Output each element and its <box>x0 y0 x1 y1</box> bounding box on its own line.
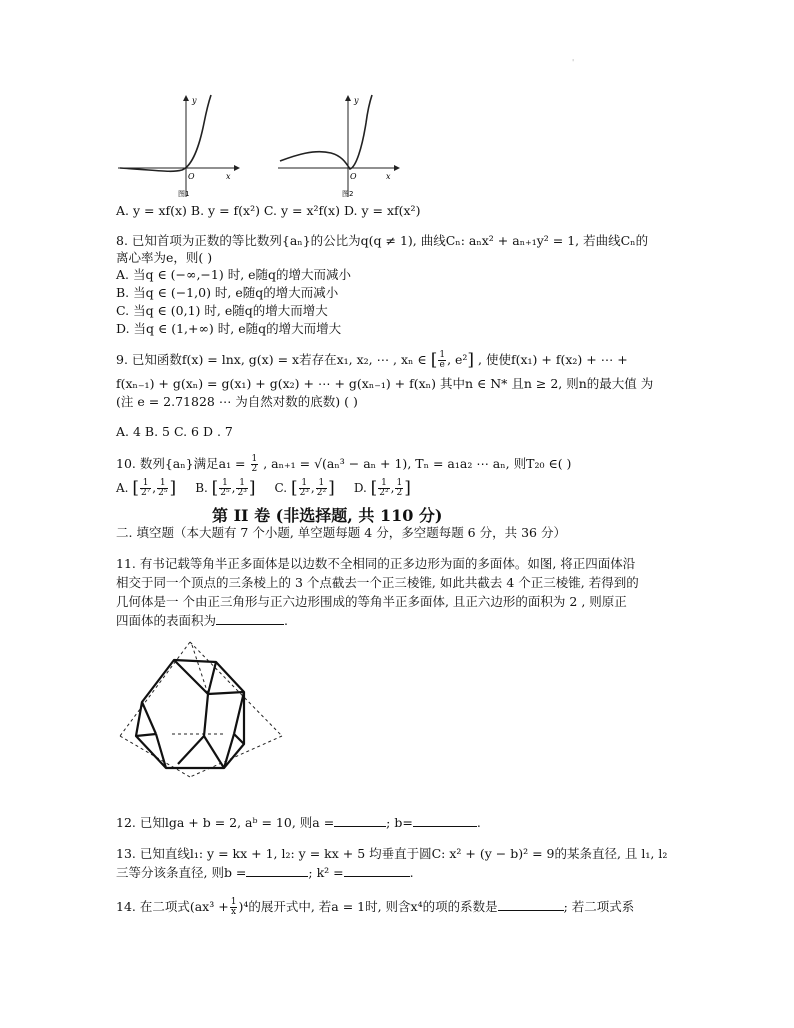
q10-option-c-label: C. <box>274 481 288 495</box>
q10-options: A. [ $\frac{1}{\text{2⁷}}$ , $\frac{1}{\text{2⁵}}$ ] B. [ $\frac{1}{\text{2⁵}}$ , $\frac{1}{\text{2³}}$ ] C. [ $\frac{1}{\text{2³}}$ , $\frac{1}{\text{2²}}$ ] D. [ $\frac{1}{\text{2²}}$ , $\frac{1}{2}$ ] <box>116 478 411 498</box>
bracket-right: ] <box>404 478 411 498</box>
bracket-left: [ <box>132 478 139 498</box>
fraction-numerator: 1 <box>140 479 151 489</box>
fraction-numerator: 1 <box>219 479 230 489</box>
q10-stem-end: , aₙ₊₁ = √(aₙ³ − aₙ + 1), Tₙ = a₁a₂ ⋯ aₙ, 则T₂₀ ∈( ) <box>263 456 572 471</box>
figure-2-caption: 图2 <box>342 190 354 198</box>
x-axis-label: x <box>226 172 231 181</box>
q10-b-low <box>219 479 230 498</box>
fraction-numerator: 1 <box>230 897 237 907</box>
bracket-left: [ <box>211 478 219 498</box>
bracket-right: ] <box>328 478 335 498</box>
q12-text-b: ; b= <box>386 815 413 830</box>
q13-line2 <box>116 864 414 881</box>
q10-b-high <box>236 479 247 498</box>
q14-text-a: 14. 在二项式(ax³ + <box>116 899 229 914</box>
q9-stem-line3: (注 e = 2.71828 ⋯ 为自然对数的底数) ( ) <box>116 394 358 409</box>
q10-stem-start: 10. 数列{aₙ}满足a₁ = <box>116 456 246 471</box>
q12-end: . <box>476 815 481 830</box>
bracket-left: [ <box>370 478 378 498</box>
q9-stem-line1 <box>116 351 628 370</box>
origin-label: O <box>188 172 195 181</box>
q13-text-b: ; k² = <box>308 865 344 880</box>
q10-c-high <box>316 479 327 498</box>
fraction-denominator: 2⁵ <box>220 488 230 498</box>
q12 <box>116 814 481 831</box>
y-axis-label: y <box>192 96 197 105</box>
q7-options: A. y = xf(x) B. y = f(x²) C. y = x²f(x) D. y = xf(x²) <box>116 203 421 218</box>
q11-line4-end: . <box>284 613 288 628</box>
bracket-left: [ <box>430 350 438 370</box>
q9-fraction <box>438 351 446 370</box>
part-2-title: 第 II 卷 (非选择题, 共 110 分) <box>212 506 443 525</box>
q11-line3: 几何体是一 个由正三角形与正六边形围成的等角半正多面体, 且正六边形的面积为 2 , 则原正 <box>116 594 627 609</box>
truncated-tetrahedron-figure <box>112 640 292 780</box>
q8-option-d: D. 当q ∈ (1,+∞) 时, e随q的增大而增大 <box>116 321 342 336</box>
q10-option-a-label: A. <box>116 481 129 495</box>
q8-option-c: C. 当q ∈ (0,1) 时, e随q的增大而增大 <box>116 303 328 318</box>
fraction-numerator: 1 <box>236 479 247 489</box>
fraction-denominator: 2 <box>251 464 258 474</box>
q9-stem-line2: f(xₙ₋₁) + g(xₙ) = g(x₁) + g(x₂) + ⋯ + g(xₙ₋₁) + f(xₙ) 其中n ∈ N* 且n ≥ 2, 则n的最大值 为 <box>116 376 654 391</box>
figure-1-graph <box>116 93 241 203</box>
fraction-numerator: 1 <box>157 479 168 489</box>
q9-options: A. 4 B. 5 C. 6 D . 7 <box>116 424 233 439</box>
q10-a-low <box>140 479 151 498</box>
fraction-denominator: 2⁵ <box>158 488 168 498</box>
bracket-right: ] <box>169 478 177 498</box>
section-2-heading: 二. 填空题（本大题有 7 个小题, 单空题每题 4 分，多空题每题 6 分，共 36 分） <box>116 525 566 540</box>
q10-a-high <box>157 479 168 498</box>
q8-stem-line1: 8. 已知首项为正数的等比数列{aₙ}的公比为q(q ≠ 1), 曲线Cₙ: aₙx² + aₙ₊₁y² = 1, 若曲线Cₙ的 <box>116 233 649 248</box>
fraction-numerator: 1 <box>251 454 258 464</box>
q14 <box>116 898 634 917</box>
q14-fraction <box>230 898 238 917</box>
q10-d-low <box>378 479 389 498</box>
fraction-numerator: 1 <box>299 479 310 489</box>
q12-answer-a-blank[interactable] <box>334 814 386 827</box>
q8-option-a: A. 当q ∈ (−∞,−1) 时, e随q的增大而减小 <box>116 267 352 282</box>
fraction-denominator: x <box>231 907 237 917</box>
q13-answer-b-blank[interactable] <box>246 864 308 877</box>
corner-mark: ' <box>572 58 575 67</box>
fraction-denominator: 2² <box>379 488 389 498</box>
q10-c-low <box>299 479 310 498</box>
q13-answer-k-blank[interactable] <box>344 864 410 877</box>
q10-half-fraction <box>251 455 259 474</box>
q12-text-a: 12. 已知lga + b = 2, aᵇ = 10, 则a = <box>116 815 335 830</box>
q11-line4 <box>116 612 288 629</box>
fraction-denominator: 2³ <box>237 488 247 498</box>
q13-line1: 13. 已知直线l₁: y = kx + 1, l₂: y = kx + 5 均垂直于圆C: x² + (y − b)² = 9的某条直径, 且 l₁, l₂ <box>116 846 668 861</box>
q13-text-a: 三等分该条直径, 则b = <box>116 865 247 880</box>
q14-answer-blank[interactable] <box>498 898 564 911</box>
fraction-denominator: 2⁷ <box>140 488 151 498</box>
fraction-denominator: 2 <box>396 488 403 498</box>
q9-stem-end: , 使使f(x₁) + f(x₂) + ⋯ + <box>478 352 628 367</box>
y-axis-label: y <box>354 96 359 105</box>
q10-stem <box>116 455 571 474</box>
x-axis-label: x <box>386 172 391 181</box>
bracket-right: ] <box>467 350 475 370</box>
q10-option-d-label: D. <box>353 481 367 495</box>
q11-line4-text: 四面体的表面积为 <box>116 613 217 628</box>
fraction-denominator: 2² <box>316 488 327 498</box>
bracket-right: ] <box>248 478 256 498</box>
figure-2-graph <box>276 93 401 203</box>
q8-option-b: B. 当q ∈ (−1,0) 时, e随q的增大而减小 <box>116 285 339 300</box>
origin-label: O <box>350 172 357 181</box>
q9-interval-end: , e² <box>447 352 468 367</box>
q11-line1: 11. 有书记载等角半正多面体是以边数不全相同的正多边形为面的多面体。如图, 将正四面体沿 <box>116 556 636 571</box>
q10-option-b-label: B. <box>195 481 208 495</box>
figure-1-caption: 图1 <box>178 190 190 198</box>
fraction-numerator: 1 <box>378 479 389 489</box>
fraction-denominator: 2³ <box>299 488 309 498</box>
fraction-numerator: 1 <box>316 479 327 489</box>
q12-answer-b-blank[interactable] <box>413 814 477 827</box>
fraction-numerator: 1 <box>439 350 446 360</box>
q11-answer-blank[interactable] <box>216 612 284 625</box>
q13-end: . <box>409 865 414 880</box>
q8-stem-line2: 离心率为e，则( ) <box>116 250 213 265</box>
q9-stem-start: 9. 已知函数f(x) = lnx, g(x) = x若存在x₁, x₂, ⋯ , xₙ ∈ <box>116 352 427 367</box>
fraction-numerator: 1 <box>396 478 403 488</box>
q14-text-c: ; 若二项式系 <box>563 899 635 914</box>
bracket-left: [ <box>290 478 298 498</box>
q10-d-high <box>395 479 403 498</box>
fraction-denominator: e <box>439 360 445 370</box>
q11-line2: 相交于同一个顶点的三条棱上的 3 个点截去一个正三棱锥, 如此共截去 4 个正三棱锥, 若得到的 <box>116 575 639 590</box>
q14-text-b: )⁴的展开式中, 若a = 1时, 则含x⁴的项的系数是 <box>238 899 498 914</box>
